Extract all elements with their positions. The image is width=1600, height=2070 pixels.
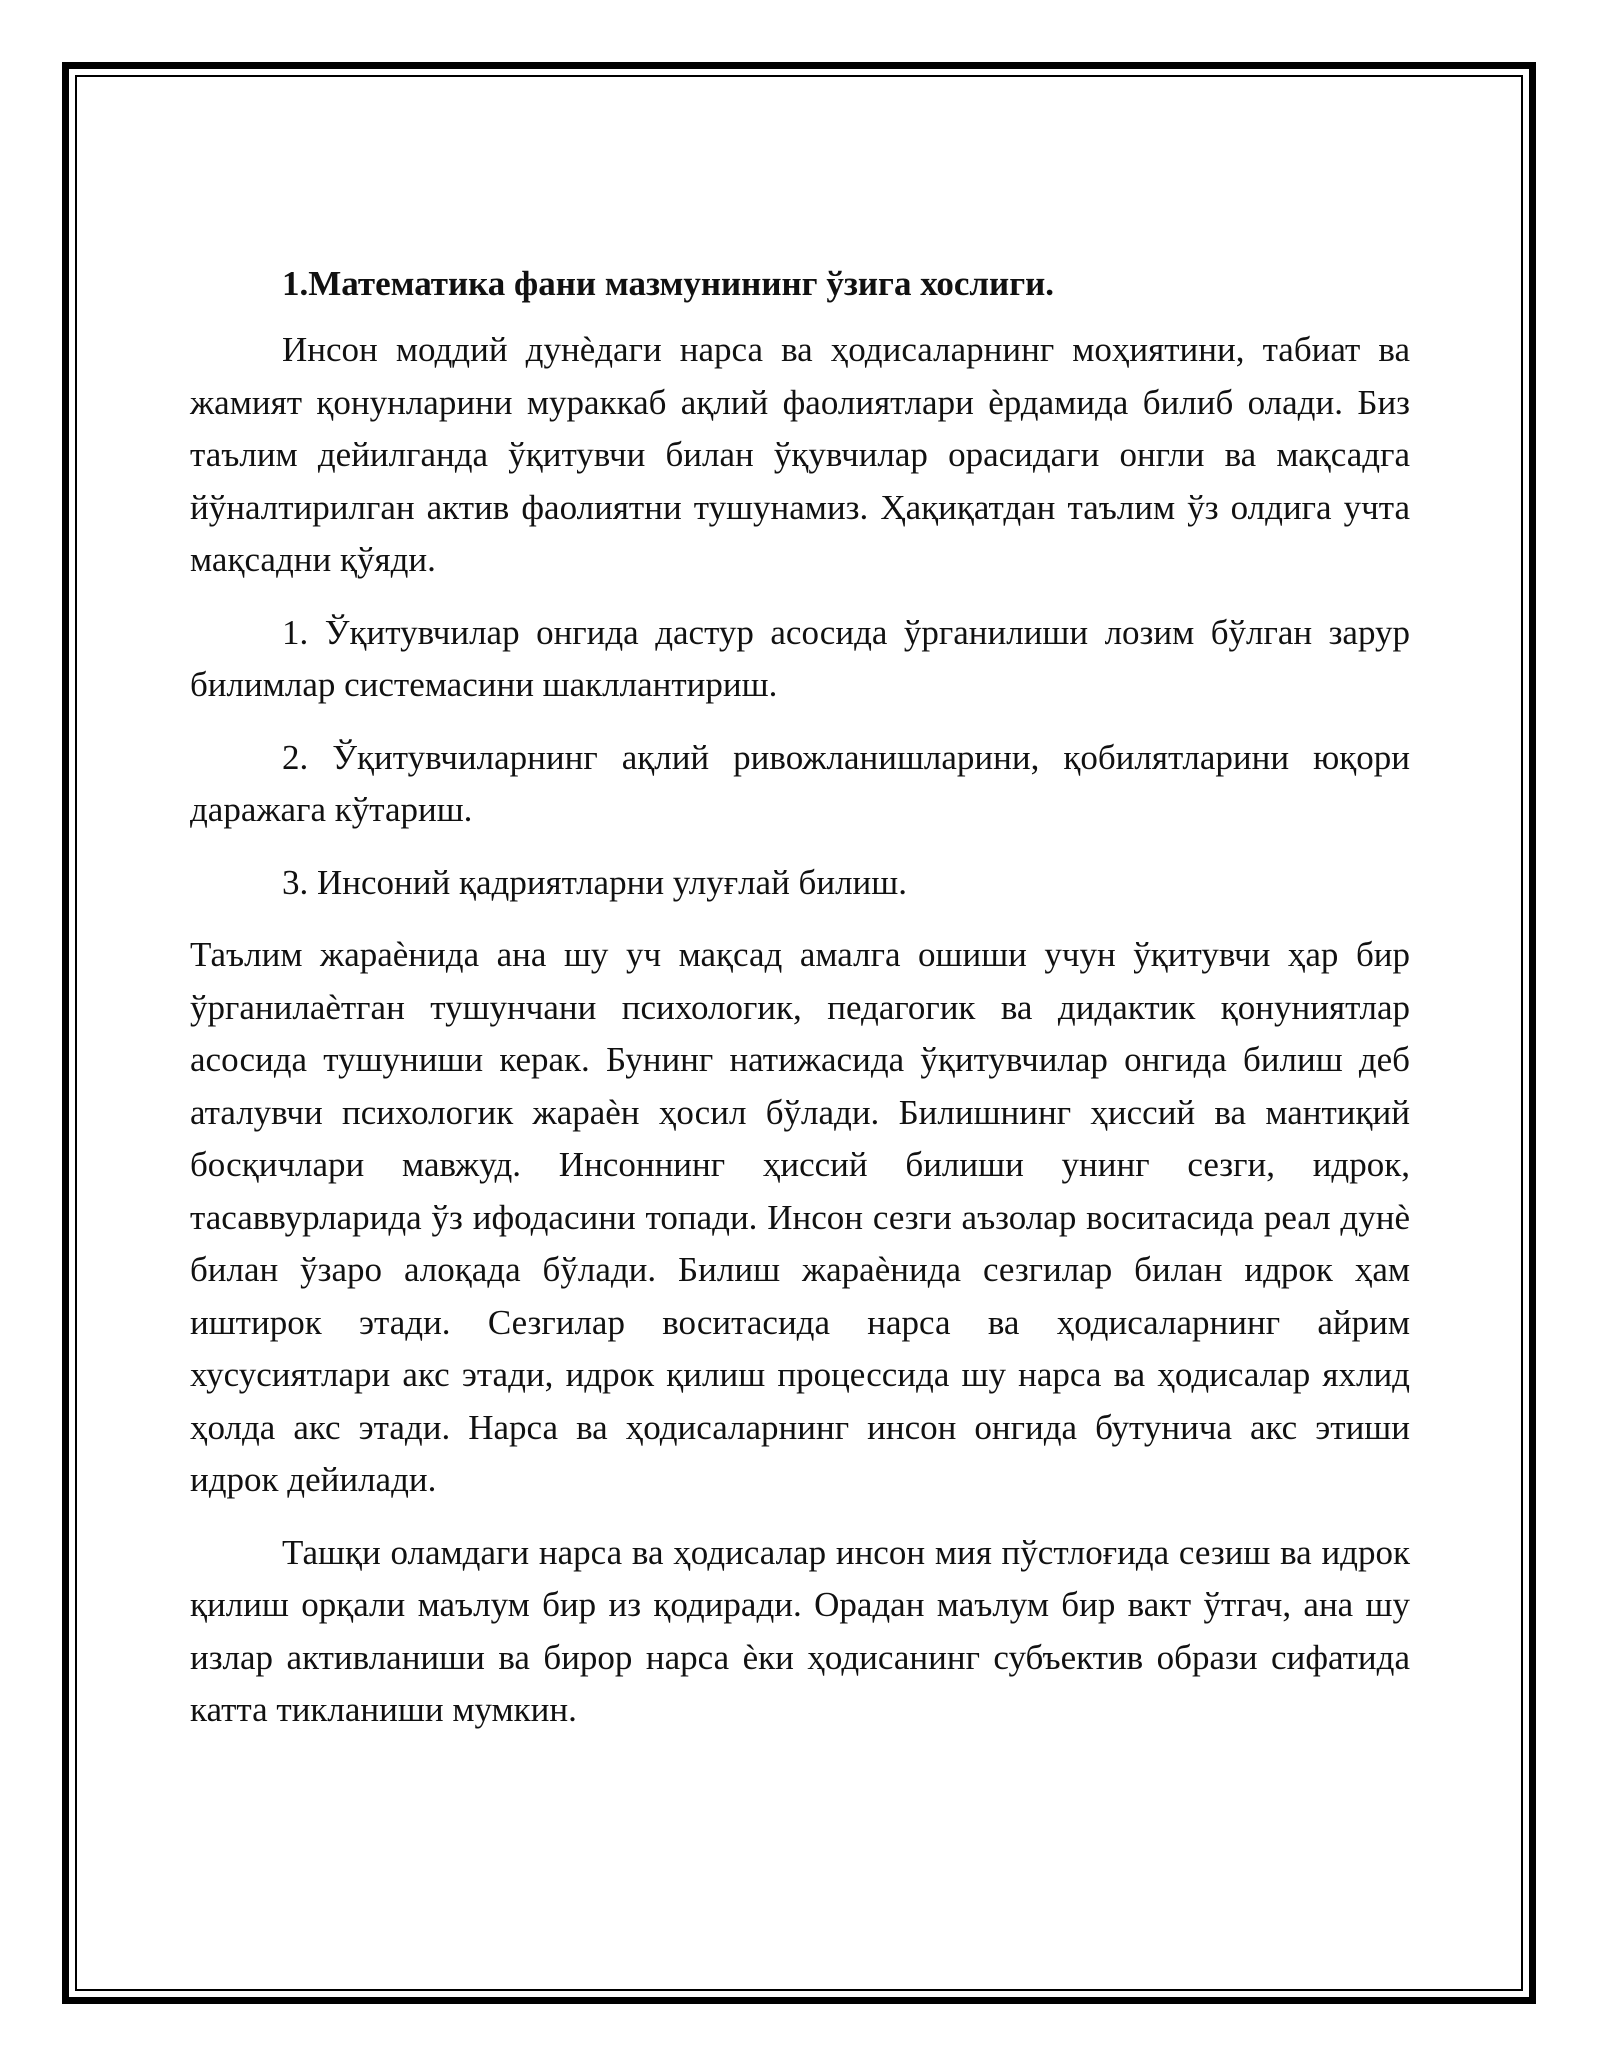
list-item-goal-3: 3. Инсоний қадриятларни улуғлай билиш. <box>282 862 907 902</box>
document-body <box>190 258 1410 1757</box>
list-item-goal-1: 1. Ўқитувчилар онгида дастур асосида ўрганилиши лозим бўлган зарур билимлар системасини шакллантириш. <box>190 612 1410 704</box>
list-item-goal-2: 2. Ўқитувчиларнинг ақлий ривожланишларини, қобилятларини юқори даражага кўтариш. <box>190 737 1410 829</box>
paragraph-learning-process: Таълим жараѐнида ана шу уч мақсад амалга ошиши учун ўқитувчи ҳар бир ўрганилаѐтган тушунчани психологик, педагогик ва дидактик қонуниятлар асосида тушуниши керак. Бунинг натижасида ўқитувчилар онгида билиш деб аталувчи психологик жараѐн ҳосил бўлади. Билишнинг ҳиссий ва мантиқий босқичлари мавжуд. Инсоннинг ҳиссий билиши унинг сезги, идрок, тасаввурларида ўз ифодасини топади. Инсон сезги аъзолар воситасида реал дунѐ билан ўзаро алоқада бўлади. Билиш жараѐнида сезгилар билан идрок ҳам иштирок этади. Сезгилар воситасида нарса ва ҳодисаларнинг айрим хусусиятлари акс этади, идрок қилиш процессида шу нарса ва ҳодисалар яхлид ҳолда акс этади. Нарса ва ҳодисаларнинг инсон онгида бутунича акс этиши идрок дейилади. <box>190 935 1410 1499</box>
section-heading: 1.Математика фани мазмунининг ўзига хослиги. <box>282 264 1055 303</box>
paragraph-intro: Инсон моддий дунѐдаги нарса ва ҳодисаларнинг моҳиятини, табиат ва жамият қонунларини мураккаб ақлий фаолиятлари ѐрдамида билиб олади. Биз таълим дейилганда ўқитувчи билан ўқувчилар орасидаги онгли ва мақсадга йўналтирилган актив фаолиятни тушунамиз. Ҳақиқатдан таълим ўз олдига учта мақсадни қўяди. <box>190 330 1410 579</box>
paragraph-memory: Ташқи оламдаги нарса ва ҳодисалар инсон мия пўстлоғида сезиш ва идрок қилиш орқали маълум бир из қодиради. Орадан маълум бир вакт ўтгач, ана шу излар активланиши ва бирор нарса ѐки ҳодисанинг субъектив образи сифатида катта тикланиши мумкин. <box>190 1532 1410 1729</box>
